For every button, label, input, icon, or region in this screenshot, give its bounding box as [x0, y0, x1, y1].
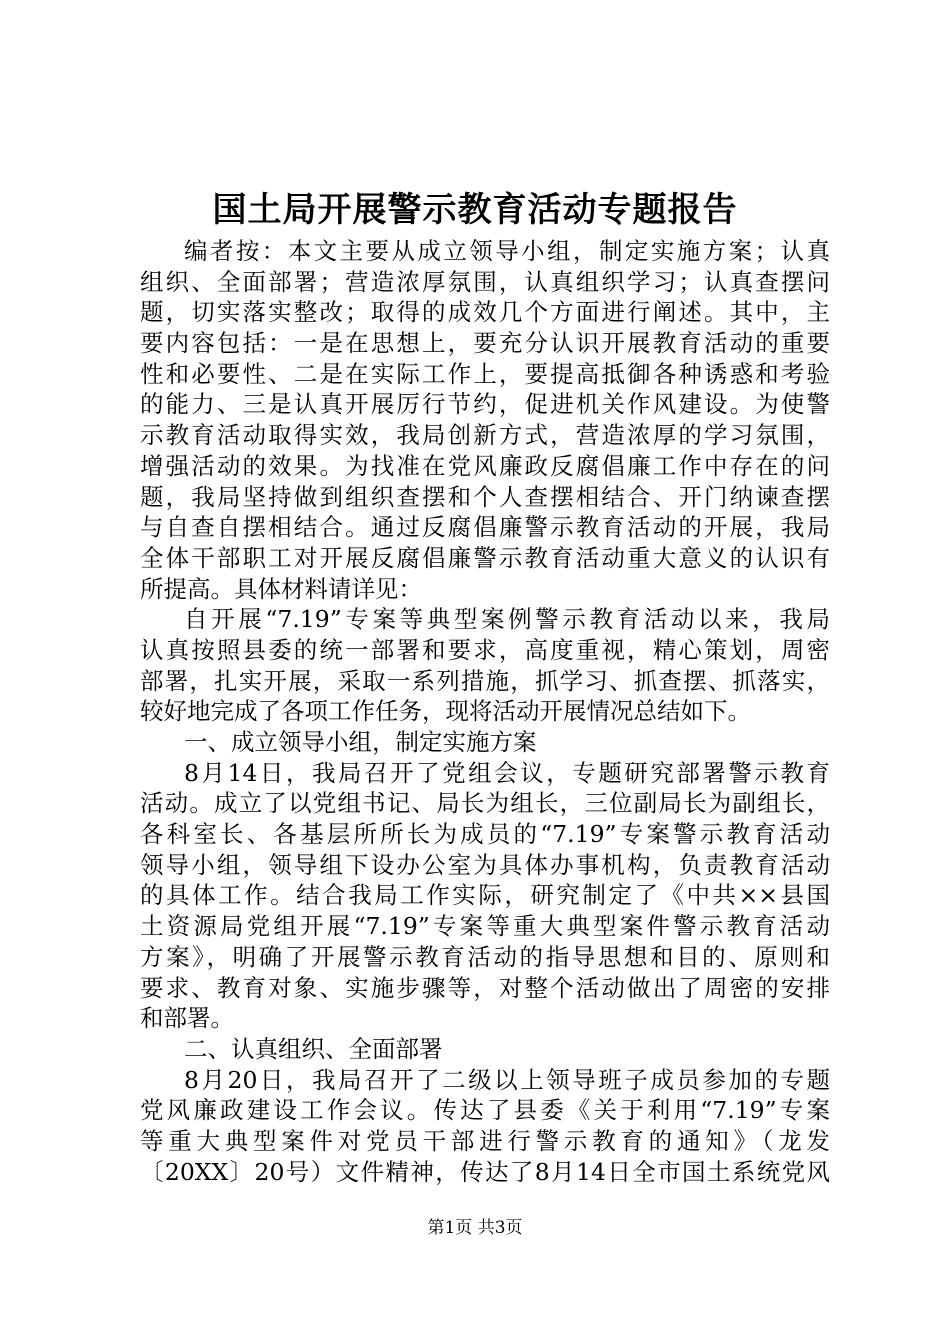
text-line: 要求、教育对象、实施步骤等，对整个活动做出了周密的安排 — [140, 973, 830, 1002]
text-line: 自开展“7.19”专案等典型案例警示教育活动以来，我局 — [184, 605, 830, 634]
text-line: 题，我局坚持做到组织查摆和个人查摆相结合、开门纳谏查摆 — [140, 482, 830, 511]
text-line: 等重大典型案件对党员干部进行警示教育的通知》（龙发 — [140, 1126, 830, 1155]
text-line: 组织、全面部署；营造浓厚氛围，认真组织学习；认真查摆问 — [140, 267, 830, 296]
text-line: 所提高。具体材料请详见： — [140, 574, 422, 603]
text-line: 领导小组，领导组下设办公室为具体办事机构，负责教育活动 — [140, 850, 830, 879]
text-line: 示教育活动取得实效，我局创新方式，营造浓厚的学习氛围， — [140, 421, 830, 450]
page-number: 第1页 共3页 — [427, 1218, 523, 1238]
text-line: 与自查自摆相结合。通过反腐倡廉警示教育活动的开展，我局 — [140, 513, 830, 542]
text-line: 8月14日，我局召开了党组会议，专题研究部署警示教育 — [184, 758, 830, 787]
text-line: 土资源局党组开展“7.19”专案等重大典型案件警示教育活动 — [140, 912, 830, 941]
text-line: 增强活动的效果。为找准在党风廉政反腐倡廉工作中存在的问 — [140, 451, 830, 480]
text-line: 〔20XX〕20号）文件精神，传达了8月14日全市国土系统党风 — [140, 1157, 830, 1186]
text-line: 党风廉政建设工作会议。传达了县委《关于利用“7.19”专案 — [140, 1096, 830, 1125]
text-line: 要内容包括：一是在思想上，要充分认识开展教育活动的重要 — [140, 329, 830, 358]
text-line: 全体干部职工对开展反腐倡廉警示教育活动重大意义的认识有 — [140, 543, 830, 572]
document-title: 国土局开展警示教育活动专题报告 — [212, 190, 738, 230]
text-line: 编者按：本文主要从成立领导小组，制定实施方案；认真 — [184, 237, 830, 265]
text-line: 8月20日，我局召开了二级以上领导班子成员参加的专题 — [184, 1065, 830, 1094]
text-line: 和部署。 — [140, 1004, 234, 1033]
document-body — [140, 236, 830, 1187]
text-line: 一、成立领导小组，制定实施方案 — [184, 728, 537, 756]
text-line: 较好地完成了各项工作任务，现将活动开展情况总结如下。 — [140, 697, 751, 726]
text-line: 的能力、三是认真开展厉行节约，促进机关作风建设。为使警 — [140, 390, 830, 419]
text-line: 性和必要性、二是在实际工作上，要提高抵御各种诱惑和考验 — [140, 359, 830, 388]
text-line: 部署，扎实开展，采取一系列措施，抓学习、抓查摆、抓落实， — [140, 666, 830, 695]
text-line: 各科室长、各基层所所长为成员的“7.19”专案警示教育活动 — [140, 820, 830, 849]
text-line: 方案》，明确了开展警示教育活动的指导思想和目的、原则和 — [140, 942, 830, 971]
text-line: 二、认真组织、全面部署 — [184, 1034, 443, 1063]
text-line: 的具体工作。结合我局工作实际，研究制定了《中共××县国 — [140, 881, 830, 910]
text-line: 认真按照县委的统一部署和要求，高度重视，精心策划，周密 — [140, 635, 830, 664]
text-line: 题，切实落实整改；取得的成效几个方面进行阐述。其中，主 — [140, 298, 830, 327]
text-line: 活动。成立了以党组书记、局长为组长，三位副局长为副组长， — [140, 789, 830, 818]
